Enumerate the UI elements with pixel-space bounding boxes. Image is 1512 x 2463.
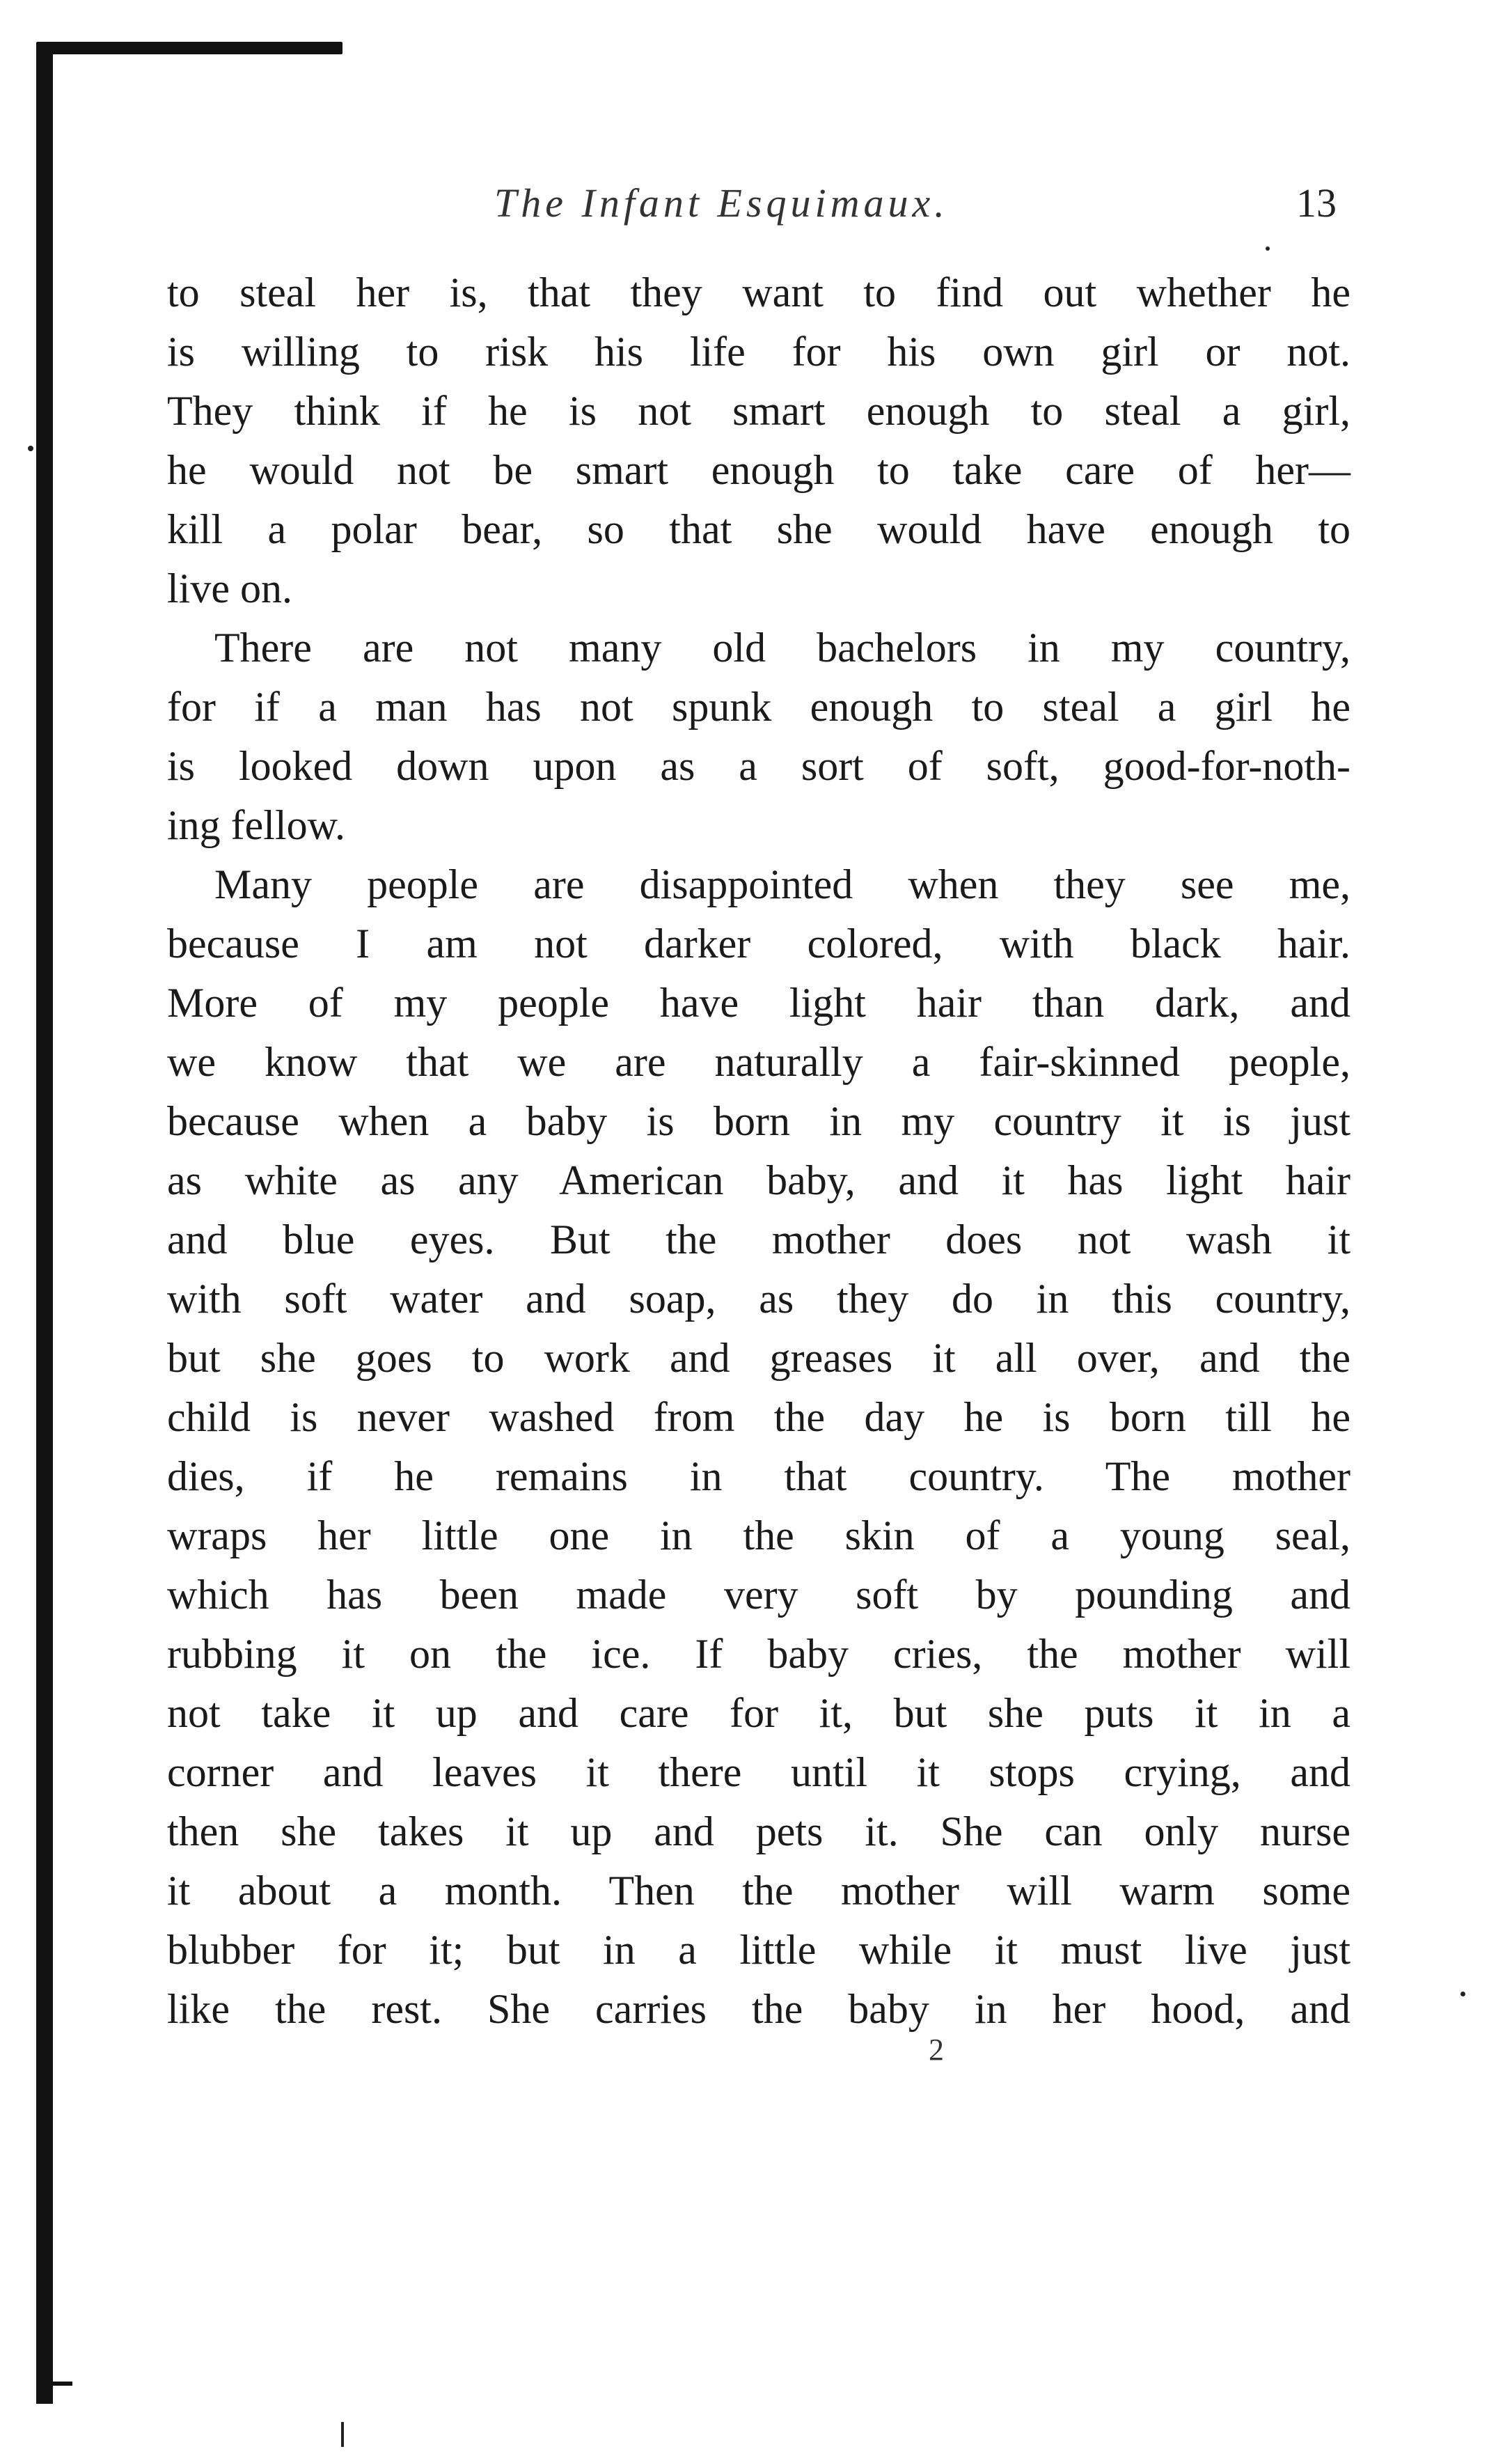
- text-line: we know that we are naturally a fair-skinned people,: [167, 1039, 1350, 1085]
- text-line: but she goes to work and greases it all over, and the: [167, 1335, 1350, 1381]
- text-line: blubber for it; but in a little while it must live just: [167, 1927, 1350, 1973]
- page-number: 13: [1296, 180, 1337, 226]
- text-line: is looked down upon as a sort of soft, good-for-noth-: [167, 743, 1350, 789]
- text-line: They think if he is not smart enough to steal a girl,: [167, 388, 1350, 434]
- scan-speck: [1460, 1992, 1465, 1996]
- text-line: with soft water and soap, as they do in this country,: [167, 1276, 1350, 1322]
- text-line: not take it up and care for it, but she puts it in a: [167, 1690, 1350, 1736]
- text-line: then she takes it up and pets it. She can only nurse: [167, 1808, 1350, 1854]
- text-line: rubbing it on the ice. If baby cries, the mother will: [167, 1631, 1350, 1677]
- page-border-tick: [36, 2382, 72, 2386]
- text-line: he would not be smart enough to take care of her—: [167, 447, 1350, 493]
- text-line: like the rest. She carries the baby in her hood, and: [167, 1986, 1350, 2032]
- page-border-left: [36, 50, 53, 2404]
- text-line: child is never washed from the day he is born till he: [167, 1394, 1350, 1440]
- signature-mark: 2: [929, 2033, 944, 2067]
- text-line: Many people are disappointed when they see me,: [214, 861, 1350, 907]
- text-line: because when a baby is born in my country it is just: [167, 1098, 1350, 1144]
- scan-speck: [341, 2422, 344, 2447]
- text-line: because I am not darker colored, with black hair.: [167, 921, 1350, 967]
- text-line: and blue eyes. But the mother does not wash it: [167, 1217, 1350, 1262]
- text-line: ing fellow.: [167, 802, 346, 848]
- scan-speck: [28, 446, 33, 451]
- text-line: corner and leaves it there until it stops crying, and: [167, 1749, 1350, 1795]
- text-line: kill a polar bear, so that she would have enough to: [167, 506, 1350, 552]
- running-head: [167, 180, 1350, 235]
- page-border-top: [36, 42, 342, 54]
- scan-speck: [1266, 247, 1270, 251]
- text-line: dies, if he remains in that country. The mother: [167, 1453, 1350, 1499]
- text-line: More of my people have light hair than dark, and: [167, 980, 1350, 1026]
- text-line: as white as any American baby, and it has light hair: [167, 1157, 1350, 1203]
- text-line: for if a man has not spunk enough to steal a girl he: [167, 684, 1350, 730]
- text-line: is willing to risk his life for his own girl or not.: [167, 329, 1350, 375]
- text-line: wraps her little one in the skin of a young seal,: [167, 1512, 1350, 1558]
- text-line: it about a month. Then the mother will warm some: [167, 1868, 1350, 1914]
- text-line: There are not many old bachelors in my country,: [214, 625, 1350, 671]
- text-line: live on.: [167, 565, 292, 611]
- running-title: The Infant Esquimaux.: [494, 180, 949, 226]
- body-text: [167, 263, 1350, 2039]
- text-line: which has been made very soft by pounding and: [167, 1572, 1350, 1618]
- text-line: to steal her is, that they want to find out whether he: [167, 269, 1350, 315]
